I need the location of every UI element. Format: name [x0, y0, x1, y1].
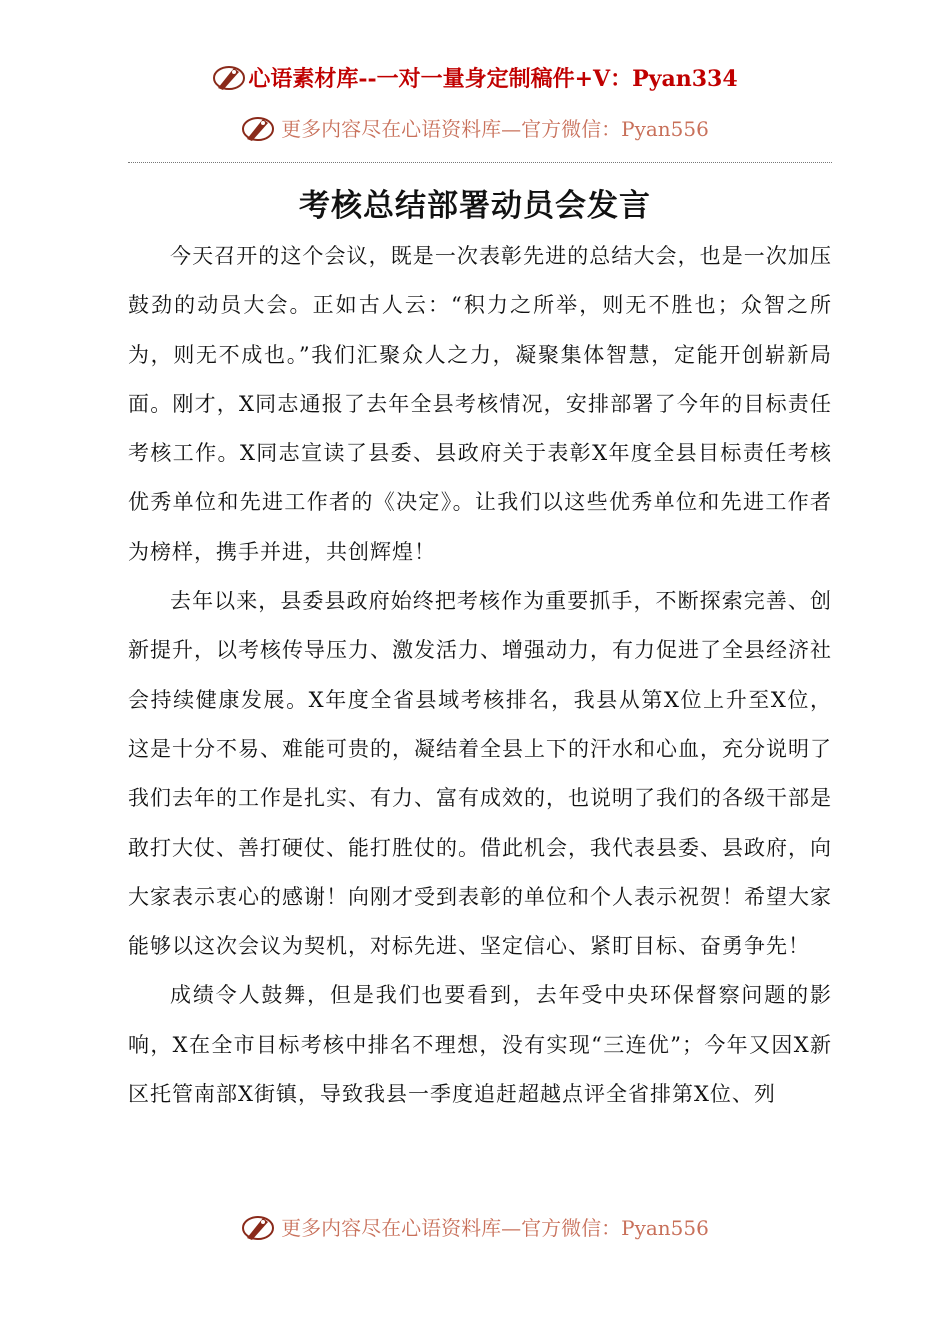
paragraph: 今天召开的这个会议，既是一次表彰先进的总结大会，也是一次加压鼓劲的动员大会。正如古人云：“积力之所举，则无不胜也；众智之所为，则无不成也。”我们汇聚众人之力，凝聚集体智慧，定能开创崭新局面。刚才，X同志通报了去年全县考核情况，安排部署了今年的目标责任考核工作。X同志宣读了县委、县政府关于表彰X年度全县目标责任考核优秀单位和先进工作者的《决定》。让我们以这些优秀单位和先进工作者为榜样，携手并进，共创辉煌！ [128, 244, 832, 564]
header-divider [128, 162, 832, 163]
header-sub-text: 更多内容尽在心语资料库—官方微信：Pyan556 [281, 117, 709, 141]
paragraph: 成绩令人鼓舞，但是我们也要看到，去年受中央环保督察问题的影响，X在全市目标考核中排名不理想，没有实现“三连优”；今年又因X新区托管南部X街镇，导致我县一季度追赶超越点评全省排第X位、列 [128, 983, 832, 1107]
footer-text: 更多内容尽在心语资料库—官方微信：Pyan556 [281, 1216, 709, 1240]
document-title: 考核总结部署动员会发言 [299, 188, 651, 224]
document-body [128, 232, 832, 1119]
pen-nib-logo-icon [212, 62, 246, 98]
header-promo-line [0, 62, 950, 98]
footer-line [0, 1212, 950, 1247]
pen-nib-logo-icon [241, 1212, 275, 1247]
paragraph: 去年以来，县委县政府始终把考核作为重要抓手，不断探索完善、创新提升，以考核传导压力、激发活力、增强动力，有力促进了全县经济社会持续健康发展。X年度全省县域考核排名，我县从第X位上升至X位，这是十分不易、难能可贵的，凝结着全县上下的汗水和心血，充分说明了我们去年的工作是扎实、有力、富有成效的，也说明了我们的各级干部是敢打大仗、善打硬仗、能打胜仗的。借此机会，我代表县委、县政府，向大家表示衷心的感谢！向刚才受到表彰的单位和个人表示祝贺！希望大家能够以这次会议为契机，对标先进、坚定信心、紧盯目标、奋勇争先！ [128, 589, 832, 959]
header-promo-text: 心语素材库--一对一量身定制稿件+V：Pyan334 [248, 66, 738, 92]
pen-nib-logo-icon [241, 113, 275, 148]
header-sub-line [0, 113, 950, 148]
